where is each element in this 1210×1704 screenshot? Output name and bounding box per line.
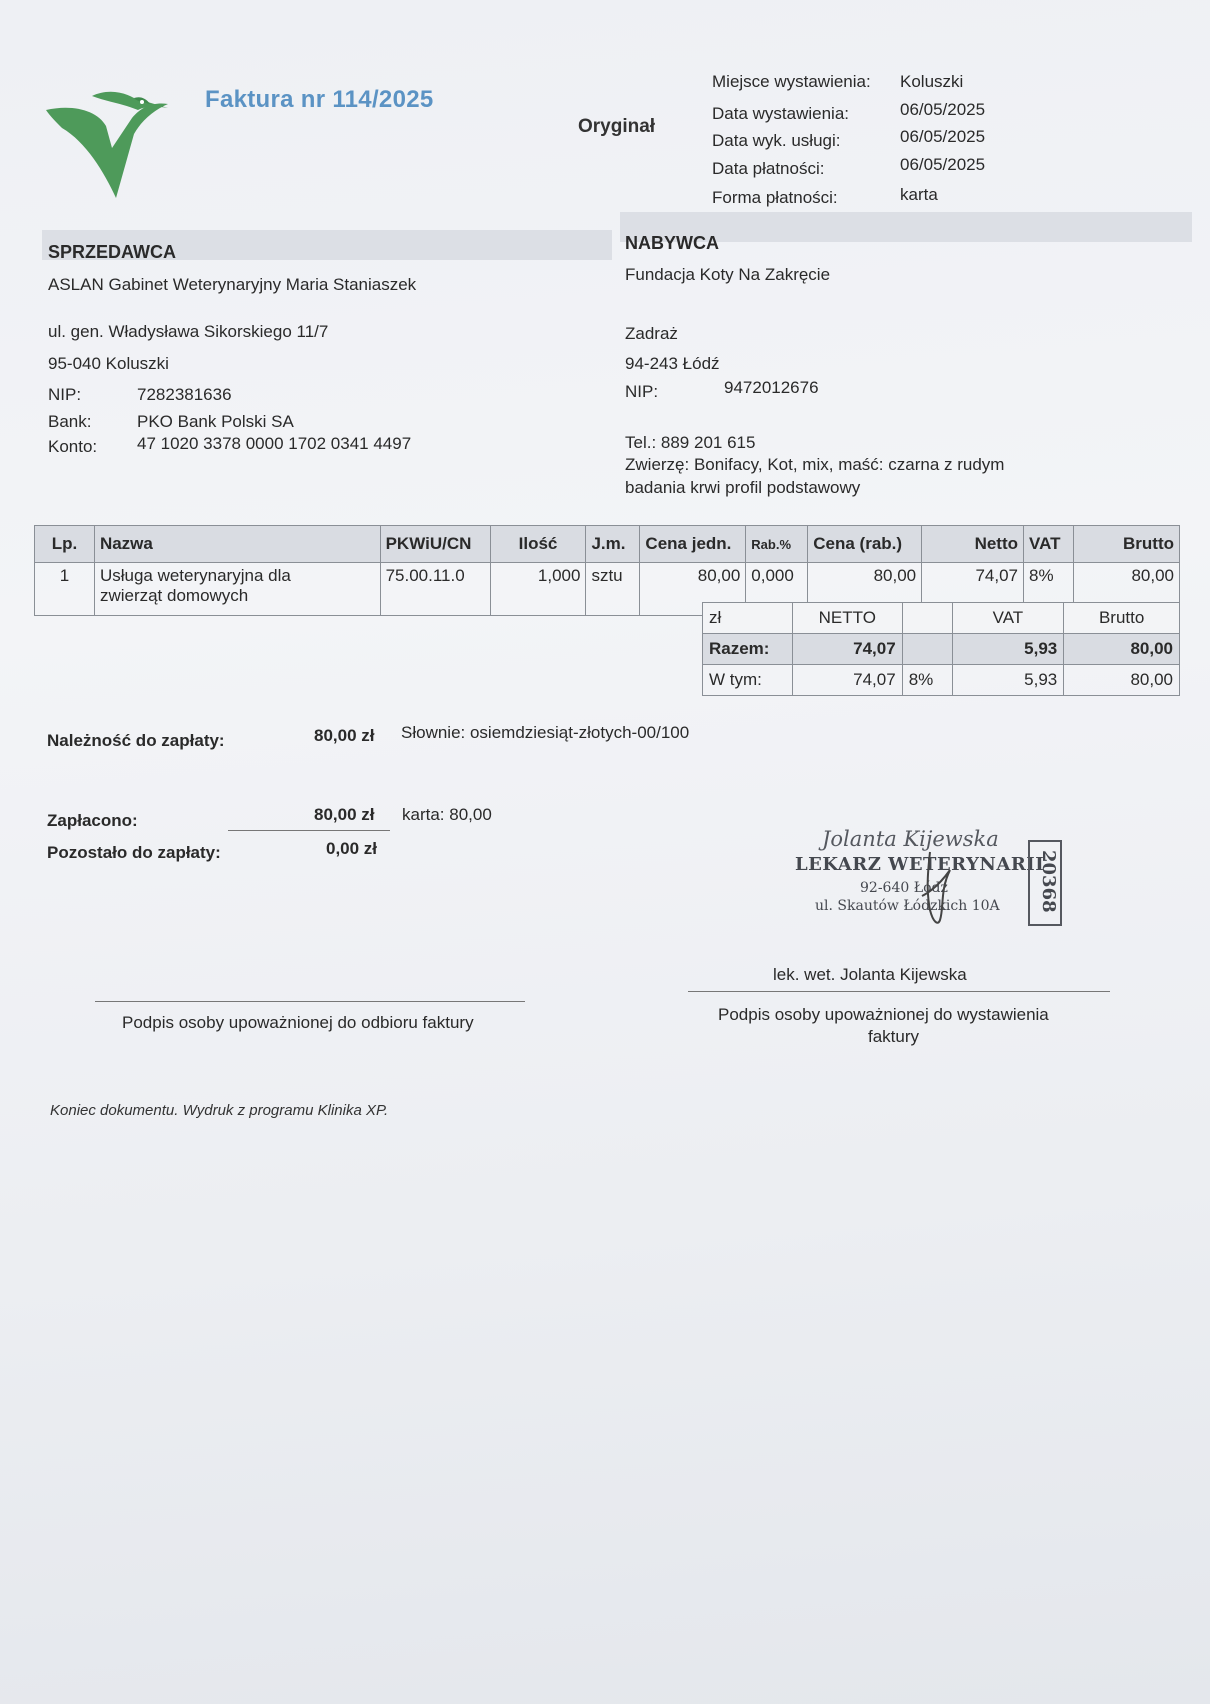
totals-incl-row — [703, 665, 1180, 696]
col-header-vat: VAT — [1024, 526, 1074, 563]
seller-bank-label: Bank: — [48, 412, 92, 431]
col-header-gross: Brutto — [1073, 526, 1179, 563]
totals-header-row — [703, 603, 1180, 634]
cell-net: 74,07 — [922, 563, 1024, 616]
receiver-signature-caption: Podpis osoby upoważnionej do odbioru faktury — [122, 1013, 474, 1032]
seller-account: 47 1020 3378 0000 1702 0341 4497 — [137, 434, 412, 453]
buyer-heading: NABYWCA — [625, 233, 719, 253]
buyer-note: badania krwi profil podstawowy — [625, 478, 861, 497]
stamp-address-line2: ul. Skautów Łódzkich 10A — [815, 898, 1000, 914]
seller-street: ul. gen. Władysława Sikorskiego 11/7 — [48, 322, 329, 341]
seller-name: ASLAN Gabinet Weterynaryjny Maria Staniaszek — [48, 275, 417, 294]
paid-underline — [228, 830, 390, 831]
paid-amount: 80,00 zł — [314, 805, 375, 824]
seller-nip: 7282381636 — [137, 385, 232, 404]
paid-detail: karta: 80,00 — [402, 805, 492, 824]
buyer-phone: Tel.: 889 201 615 — [625, 433, 756, 452]
totals-sum-vat: 5,93 — [952, 634, 1064, 665]
meta-value: 06/05/2025 — [900, 100, 986, 119]
invoice-title: Faktura nr 114/2025 — [205, 86, 434, 113]
due-label: Należność do zapłaty: — [47, 731, 225, 750]
totals-incl-label: W tym: — [703, 665, 793, 696]
cell-vat: 8% — [1024, 563, 1074, 616]
totals-incl-gross: 80,00 — [1064, 665, 1180, 696]
buyer-nip-label: NIP: — [625, 382, 659, 401]
totals-incl-net: 74,07 — [792, 665, 902, 696]
cell-name-line1: Usługa weterynaryjna dla — [99, 566, 291, 585]
totals-currency: zł — [703, 603, 793, 634]
col-header-net: Netto — [922, 526, 1024, 563]
meta-label: Data wystawienia: — [712, 104, 850, 123]
totals-gross-header: Brutto — [1064, 603, 1180, 634]
meta-label: Forma płatności: — [712, 188, 838, 207]
totals-sum-row — [703, 634, 1180, 665]
cell-pkwiu: 75.00.11.0 — [380, 563, 490, 616]
col-header-name: Nazwa — [94, 526, 380, 563]
totals-sum-gross: 80,00 — [1064, 634, 1180, 665]
totals-sum-label: Razem: — [703, 634, 793, 665]
cell-qty: 1,000 — [490, 563, 586, 616]
issuer-signature-caption-line2: faktury — [868, 1027, 920, 1046]
totals-sum-net: 74,07 — [792, 634, 902, 665]
meta-value: 06/05/2025 — [900, 127, 986, 146]
original-label: Oryginał — [578, 116, 656, 137]
cell-price-disc: 80,00 — [808, 563, 922, 616]
issuer-signature-line — [688, 991, 1110, 992]
col-header-pkwiu: PKWiU/CN — [380, 526, 490, 563]
paid-label: Zapłacono: — [47, 811, 138, 830]
meta-value: karta — [900, 185, 938, 204]
cell-name-line2: zwierząt domowych — [99, 586, 249, 605]
cell-discount: 0,000 — [746, 563, 808, 616]
meta-label: Data płatności: — [712, 159, 825, 178]
cell-price: 80,00 — [640, 563, 746, 616]
meta-label: Miejsce wystawienia: — [712, 72, 871, 91]
totals-net-header: NETTO — [792, 603, 902, 634]
seller-city: 95-040 Koluszki — [48, 354, 169, 373]
col-header-price-disc: Cena (rab.) — [808, 526, 922, 563]
bird-v-logo-icon — [42, 88, 178, 208]
buyer-nip: 9472012676 — [724, 378, 819, 397]
totals-incl-vat: 5,93 — [952, 665, 1064, 696]
col-header-discount: Rab.% — [746, 526, 808, 563]
receiver-signature-line — [95, 1001, 525, 1002]
seller-bank: PKO Bank Polski SA — [137, 412, 294, 431]
totals-vat-header: VAT — [952, 603, 1064, 634]
stamp-number: 20368 — [1038, 850, 1059, 913]
stamp-address-line1: 92-640 Łódź — [860, 880, 948, 896]
handwritten-signature-icon — [900, 850, 960, 930]
seller-heading: SPRZEDAWCA — [48, 242, 177, 262]
seller-account-label: Konto: — [48, 437, 98, 456]
col-header-lp: Lp. — [35, 526, 95, 563]
cell-unit: sztu — [586, 563, 640, 616]
buyer-name: Fundacja Koty Na Zakręcie — [625, 265, 831, 284]
meta-value: Koluszki — [900, 72, 964, 91]
seller-nip-label: NIP: — [48, 385, 82, 404]
totals-incl-rate: 8% — [902, 665, 952, 696]
meta-label: Data wyk. usługi: — [712, 131, 841, 150]
col-header-unit: J.m. — [586, 526, 640, 563]
issuer-signature-caption-line1: Podpis osoby upoważnionej do wystawienia — [718, 1005, 1049, 1024]
footer-note: Koniec dokumentu. Wydruk z programu Klinika XP. — [50, 1102, 389, 1119]
col-header-qty: Ilość — [490, 526, 586, 563]
issuer-name: lek. wet. Jolanta Kijewska — [773, 965, 967, 984]
meta-value: 06/05/2025 — [900, 155, 986, 174]
buyer-city: 94-243 Łódź — [625, 354, 720, 373]
due-amount: 80,00 zł — [314, 726, 375, 745]
remaining-label: Pozostało do zapłaty: — [47, 843, 221, 862]
cell-gross: 80,00 — [1073, 563, 1179, 616]
cell-name — [94, 563, 380, 616]
cell-lp: 1 — [35, 563, 95, 616]
items-header-row — [35, 526, 1180, 563]
stamp-role: LEKARZ WETERYNARII — [795, 854, 1045, 875]
col-header-price: Cena jedn. — [640, 526, 746, 563]
stamp-name: Jolanta Kijewska — [822, 827, 999, 851]
buyer-animal: Zwierzę: Bonifacy, Kot, mix, maść: czarna z rudym — [625, 455, 1005, 474]
buyer-street: Zadraż — [625, 324, 678, 343]
totals-table — [702, 602, 1180, 696]
due-in-words: Słownie: osiemdziesiąt-złotych-00/100 — [401, 723, 690, 742]
remaining-amount: 0,00 zł — [326, 839, 378, 858]
